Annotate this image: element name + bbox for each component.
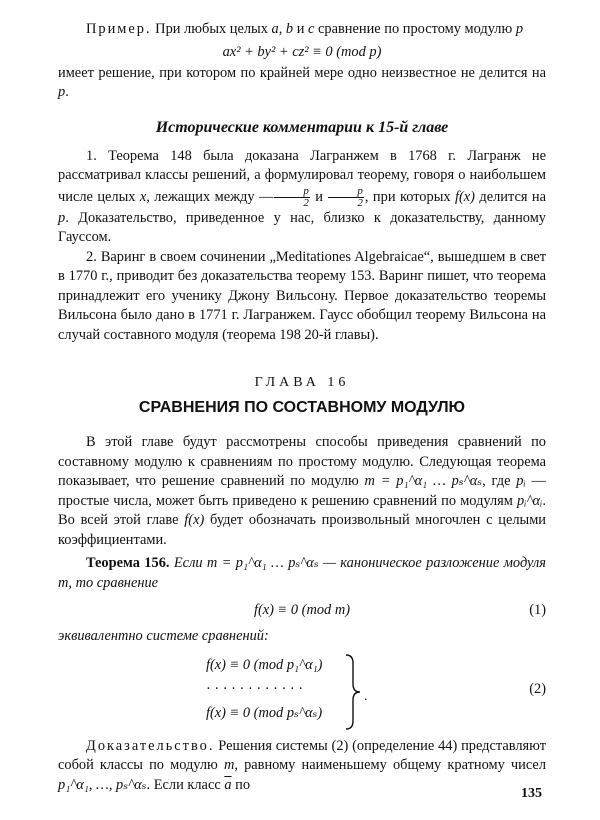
- example-label: Пример.: [86, 21, 152, 37]
- chapter-title: СРАВНЕНИЯ ПО СОСТАВНОМУ МОДУЛЮ: [138, 399, 466, 416]
- period-mark: .: [364, 688, 368, 704]
- example-paragraph: Пример. При любых целых a, b и c сравнение по простому модулю p: [86, 21, 524, 37]
- equation-1: f(x) ≡ 0 (mod m) (1): [58, 599, 546, 621]
- fraction-p-over-2: $\frac{p}{2}$: [274, 186, 310, 209]
- system-row: f(x) ≡ 0 (mod pₛ^αₛ): [206, 704, 323, 721]
- theorem-statement: Теорема 156. Если m = p₁^α₁ … pₛ^αₛ — каноническое разложение модуля m, то сравнение: [58, 555, 546, 591]
- right-brace-icon: [344, 653, 362, 731]
- example-paragraph-end: имеет решение, при котором по крайней мере одно неизвестное не делится на p.: [58, 64, 546, 100]
- chapter-intro: В этой главе будут рассмотрены способы приведения сравнений по составному модулю к сравнениям по простому модулю. Следующая теорема показывает, что решение сравнений по модулю m = p₁^α₁ … pₛ^αₛ, где pᵢ — простые числа, может быть приведено к решению сравнений по модулям pᵢ^αᵢ. Во всей этой главе f(x) будет обозначать произвольный многочлен с целыми коэффициентами.: [58, 434, 547, 548]
- equation-number: (1): [529, 602, 546, 618]
- fraction-p-over-2: $\frac{p}{2}$: [328, 186, 364, 209]
- history-paragraph-2: 2. Варинг в своем сочинении „Meditationes Algebraicae“, вышедшем в свет в 1770 г., приводит без доказательства теорему 153. Варинг пишет, что теорема принадлежит его ученику Джону Вильсону. Первое доказательство теоремы Вильсона было дано в 1771 г. Лагранжем. Гаусс обобщил теорему Вильсона на случай составного модуля (теорема 198 20-й главы).: [58, 248, 546, 343]
- proof-label: Доказательство.: [86, 737, 215, 754]
- class-a: $\overline{a}$: [224, 776, 232, 793]
- equation-number: (2): [529, 680, 546, 697]
- section-title: Исторические комментарии к 15-й главе: [155, 118, 449, 136]
- equation-system: [58, 653, 546, 731]
- example-formula: ax² + by² + cz² ≡ 0 (mod p): [222, 43, 382, 60]
- page-content: [58, 20, 546, 795]
- system-dots: · · · · · · · · · · · ·: [206, 680, 304, 697]
- page-number: 135: [521, 786, 542, 801]
- system-rows: [206, 653, 366, 725]
- system-row: f(x) ≡ 0 (mod p₁^α₁): [206, 656, 323, 673]
- proof-paragraph: Доказательство. Решения системы (2) (определение 44) представляют собой классы по модулю m, равному наименьшему общему кратному чисел p₁^α₁, …, pₛ^αₛ. Если класс $\overline{a}$ по: [58, 737, 546, 793]
- theorem-continuation: эквивалентно системе сравнений:: [58, 628, 269, 644]
- history-paragraph-1: 1. Теорема 148 была доказана Лагранжем в 1768 г. Лагранж не рассматривал классы решений, а формулировал теорему, говоря о наибольшем числе целых x, лежащих между — $\frac{p}{2}$ и $\frac{p}{2}$ , при которых f(x) делится на p. Доказательство, приведенное у нас, близко к доказательству, данному Гауссом.: [58, 147, 546, 245]
- theorem-label: Теорема 156.: [86, 555, 170, 571]
- chapter-label: ГЛАВА 16: [254, 375, 350, 390]
